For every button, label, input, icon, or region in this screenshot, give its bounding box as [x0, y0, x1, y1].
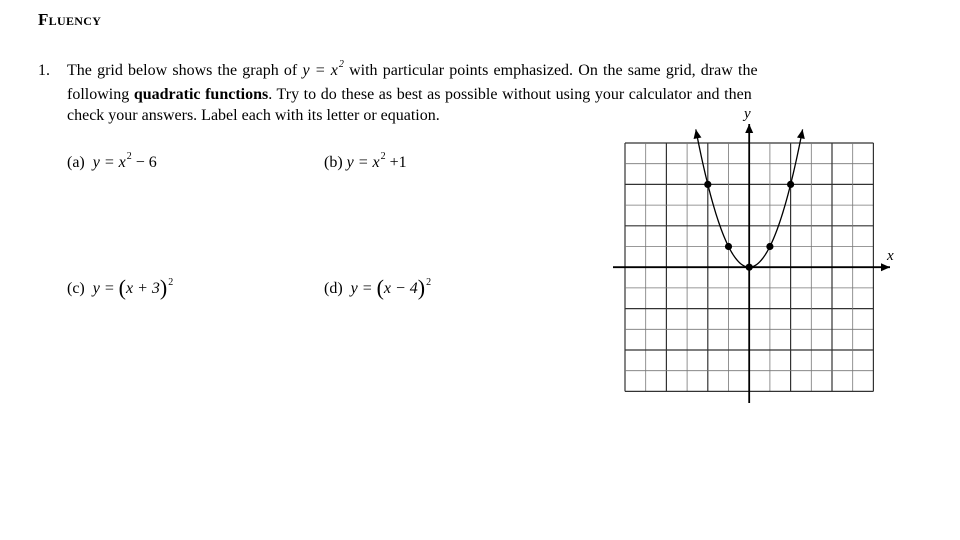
part-c: (c) $y = (x + 3)^2$: [67, 275, 174, 300]
problem-text: following: [67, 86, 130, 103]
problem-text: . Try to do these as best as possible without using your calculator and then: [268, 86, 752, 103]
curve-arrowhead: [797, 129, 805, 139]
part-a: (a) $y = x^2 - 6$: [67, 151, 157, 171]
equation-base: $y = x^2$: [302, 59, 344, 79]
emphasized-point: [746, 264, 753, 271]
part-d: (d) $y = (x - 4)^2$: [324, 275, 432, 300]
emphasized-point: [704, 181, 711, 188]
coordinate-grid: [605, 106, 905, 416]
problem-text: with particular points emphasized. On the same grid, draw the: [349, 62, 758, 79]
section-title: Fluency: [38, 10, 102, 29]
x-axis-arrow: [881, 263, 890, 271]
problem-text: The grid below shows the graph of: [67, 62, 298, 79]
problem-line-3: check your answers. Label each with its letter or equation.: [67, 107, 440, 124]
emphasized-point: [766, 243, 773, 250]
axes: [613, 124, 890, 403]
x-axis-label: x: [887, 248, 894, 264]
curve-arrowhead: [694, 129, 702, 139]
part-b: (b) $y = x^2 +1$: [324, 151, 407, 171]
emphasized-point: [725, 243, 732, 250]
y-axis-label: y: [744, 106, 751, 122]
problem-number: 1.: [38, 62, 50, 79]
bold-term: quadratic functions: [133, 86, 269, 103]
emphasized-point: [787, 181, 794, 188]
y-axis-arrow: [745, 124, 753, 133]
problem-line-1: [67, 59, 758, 85]
